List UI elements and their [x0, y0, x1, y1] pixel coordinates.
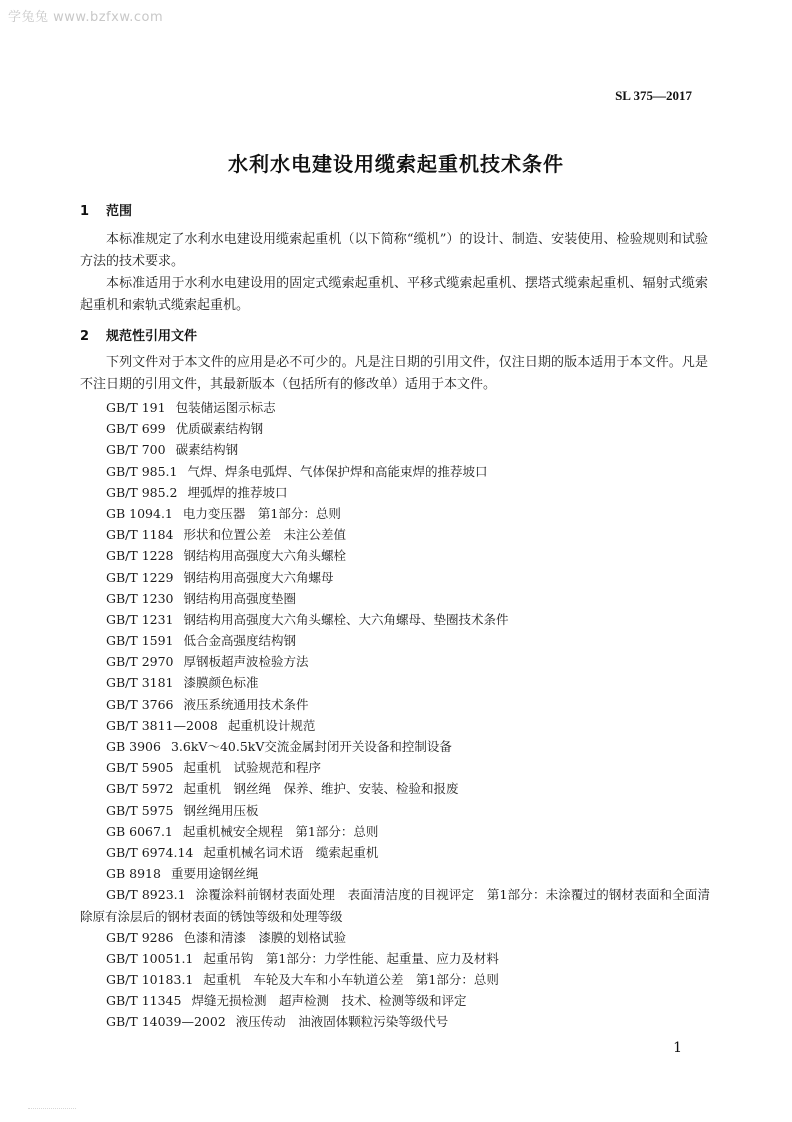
reference-code: GB/T 5972 — [106, 781, 174, 797]
reference-code: GB/T 1228 — [106, 548, 174, 564]
reference-title: 钢丝绳用压板 — [183, 802, 259, 818]
reference-code: GB/T 5975 — [106, 802, 174, 818]
section-1-paragraph-1: 本标准规定了水利水电建设用缆索起重机（以下简称“缆机”）的设计、制造、安装使用、检验规则和试验方法的技术要求。 — [80, 232, 708, 269]
reference-title: 焊缝无损检测 超声检测 技术、检测等级和评定 — [191, 993, 467, 1009]
reference-code: GB/T 3181 — [106, 675, 174, 691]
reference-title: 碳素结构钢 — [175, 442, 239, 458]
reference-item — [80, 461, 710, 482]
section-1-title: 范围 — [106, 204, 133, 219]
reference-item — [80, 418, 710, 439]
reference-item — [80, 609, 710, 630]
reference-item — [80, 736, 710, 757]
reference-code: GB/T 700 — [106, 442, 166, 458]
reference-item — [80, 439, 710, 460]
reference-title: 色漆和清漆 漆膜的划格试验 — [183, 929, 347, 945]
reference-code: GB/T 1230 — [106, 590, 174, 606]
reference-code: GB 3906 — [106, 739, 161, 754]
reference-code: GB/T 9286 — [106, 929, 174, 945]
reference-title: 埋弧焊的推荐坡口 — [187, 484, 288, 500]
reference-item — [80, 567, 710, 588]
reference-code: GB/T 1231 — [106, 611, 174, 627]
section-2-title: 规范性引用文件 — [106, 329, 198, 344]
reference-title: 优质碳素结构钢 — [175, 421, 264, 437]
reference-title: 起重机 试验规范和程序 — [183, 760, 322, 776]
standard-number: SL 375—2017 — [615, 88, 692, 103]
reference-code: GB/T 985.2 — [106, 484, 178, 500]
reference-code: GB 8918 — [106, 866, 161, 882]
reference-title: 重要用途钢丝绳 — [170, 866, 259, 882]
reference-title: 起重机械安全规程 第1部分：总则 — [182, 823, 379, 839]
page-number: 1 — [673, 1040, 682, 1056]
reference-code: GB/T 191 — [106, 400, 166, 415]
section-1-paragraph-2: 本标准适用于水利水电建设用的固定式缆索起重机、平移式缆索起重机、摆塔式缆索起重机、辐射式缆索起重机和索轨式缆索起重机。 — [80, 276, 708, 313]
reference-title: 起重吊钩 第1部分：力学性能、起重量、应力及材料 — [203, 950, 499, 966]
reference-item — [80, 757, 710, 778]
section-2-intro: 下列文件对于本文件的应用是必不可少的。凡是注日期的引用文件，仅注日期的版本适用于本文件。凡是不注日期的引用文件，其最新版本（包括所有的修改单）适用于本文件。 — [80, 355, 708, 392]
section-2-heading — [80, 325, 197, 344]
section-1-heading — [80, 200, 132, 219]
reference-title: 厚钢板超声波检验方法 — [183, 654, 309, 670]
reference-code: GB/T 2970 — [106, 654, 174, 670]
watermark-text: 学兔兔 www.bzfxw.com — [8, 10, 164, 25]
reference-item — [80, 588, 710, 609]
reference-item — [80, 778, 710, 799]
reference-item — [80, 821, 710, 842]
reference-item — [80, 969, 710, 990]
reference-code: GB/T 10183.1 — [106, 972, 194, 988]
reference-code: GB/T 6974.14 — [106, 844, 194, 860]
reference-item — [80, 927, 710, 948]
reference-title: 涂覆涂料前钢材表面处理 表面清洁度的目视评定 第1部分：未涂覆过的钢材表面和全面清除原有涂层后的钢材表面的锈蚀等级和处理等级 — [80, 887, 710, 924]
reference-item — [80, 1011, 710, 1032]
reference-code: GB/T 1184 — [106, 527, 174, 543]
section-1-number: 1 — [80, 204, 90, 219]
reference-item — [80, 694, 710, 715]
reference-code: GB/T 1591 — [106, 633, 174, 649]
reference-title: 包装储运图示标志 — [175, 400, 276, 415]
reference-title: 液压系统通用技术条件 — [183, 696, 309, 712]
reference-code: GB/T 8923.1 — [106, 887, 186, 903]
reference-title: 起重机设计规范 — [227, 717, 316, 733]
reference-code: GB/T 3766 — [106, 696, 174, 712]
reference-code: GB/T 10051.1 — [106, 950, 194, 966]
section-2-number: 2 — [80, 329, 90, 344]
reference-title: 漆膜颜色标准 — [183, 675, 259, 691]
reference-item — [80, 397, 710, 418]
reference-title: 起重机 车轮及大车和小车轨道公差 第1部分：总则 — [203, 972, 499, 988]
reference-item — [80, 524, 710, 545]
reference-code: GB 6067.1 — [106, 823, 173, 839]
reference-code: GB/T 3811—2008 — [106, 717, 218, 733]
reference-code: GB/T 5905 — [106, 760, 174, 776]
reference-item — [80, 545, 710, 566]
reference-title: 钢结构用高强度大六角头螺栓 — [183, 548, 347, 564]
reference-title: 气焊、焊条电弧焊、气体保护焊和高能束焊的推荐坡口 — [187, 463, 488, 479]
reference-item — [80, 630, 710, 651]
reference-title: 钢结构用高强度大六角头螺栓、大六角螺母、垫圈技术条件 — [183, 611, 509, 627]
reference-code: GB/T 14039—2002 — [106, 1014, 226, 1030]
reference-item — [80, 842, 710, 863]
reference-item — [80, 672, 710, 693]
reference-item — [80, 990, 710, 1011]
reference-title: 液压传动 油液固体颗粒污染等级代号 — [235, 1014, 449, 1030]
reference-title: 电力变压器 第1部分：总则 — [182, 505, 341, 521]
reference-item — [80, 948, 710, 969]
reference-title: 3.6kV～40.5kV交流金属封闭开关设备和控制设备 — [170, 739, 452, 754]
reference-code: GB/T 699 — [106, 421, 166, 437]
reference-code: GB/T 1229 — [106, 569, 174, 585]
normative-reference-list — [80, 397, 710, 1033]
document-title: 水利水电建设用缆索起重机技术条件 — [228, 152, 564, 176]
reference-item — [80, 884, 710, 926]
reference-code: GB/T 11345 — [106, 993, 182, 1009]
reference-item — [80, 715, 710, 736]
reference-title: 形状和位置公差 未注公差值 — [183, 527, 347, 543]
reference-title: 起重机 钢丝绳 保养、维护、安装、检验和报废 — [183, 781, 459, 797]
reference-code: GB 1094.1 — [106, 505, 173, 521]
reference-item — [80, 800, 710, 821]
reference-item — [80, 863, 710, 884]
reference-title: 钢结构用高强度大六角螺母 — [183, 569, 334, 585]
reference-item — [80, 651, 710, 672]
reference-title: 钢结构用高强度垫圈 — [183, 590, 297, 606]
reference-code: GB/T 985.1 — [106, 463, 178, 479]
reference-title: 起重机械名词术语 缆索起重机 — [203, 844, 379, 860]
reference-item — [80, 482, 710, 503]
reference-title: 低合金高强度结构钢 — [183, 633, 297, 649]
scan-artifact — [28, 1108, 76, 1112]
reference-item — [80, 503, 710, 524]
